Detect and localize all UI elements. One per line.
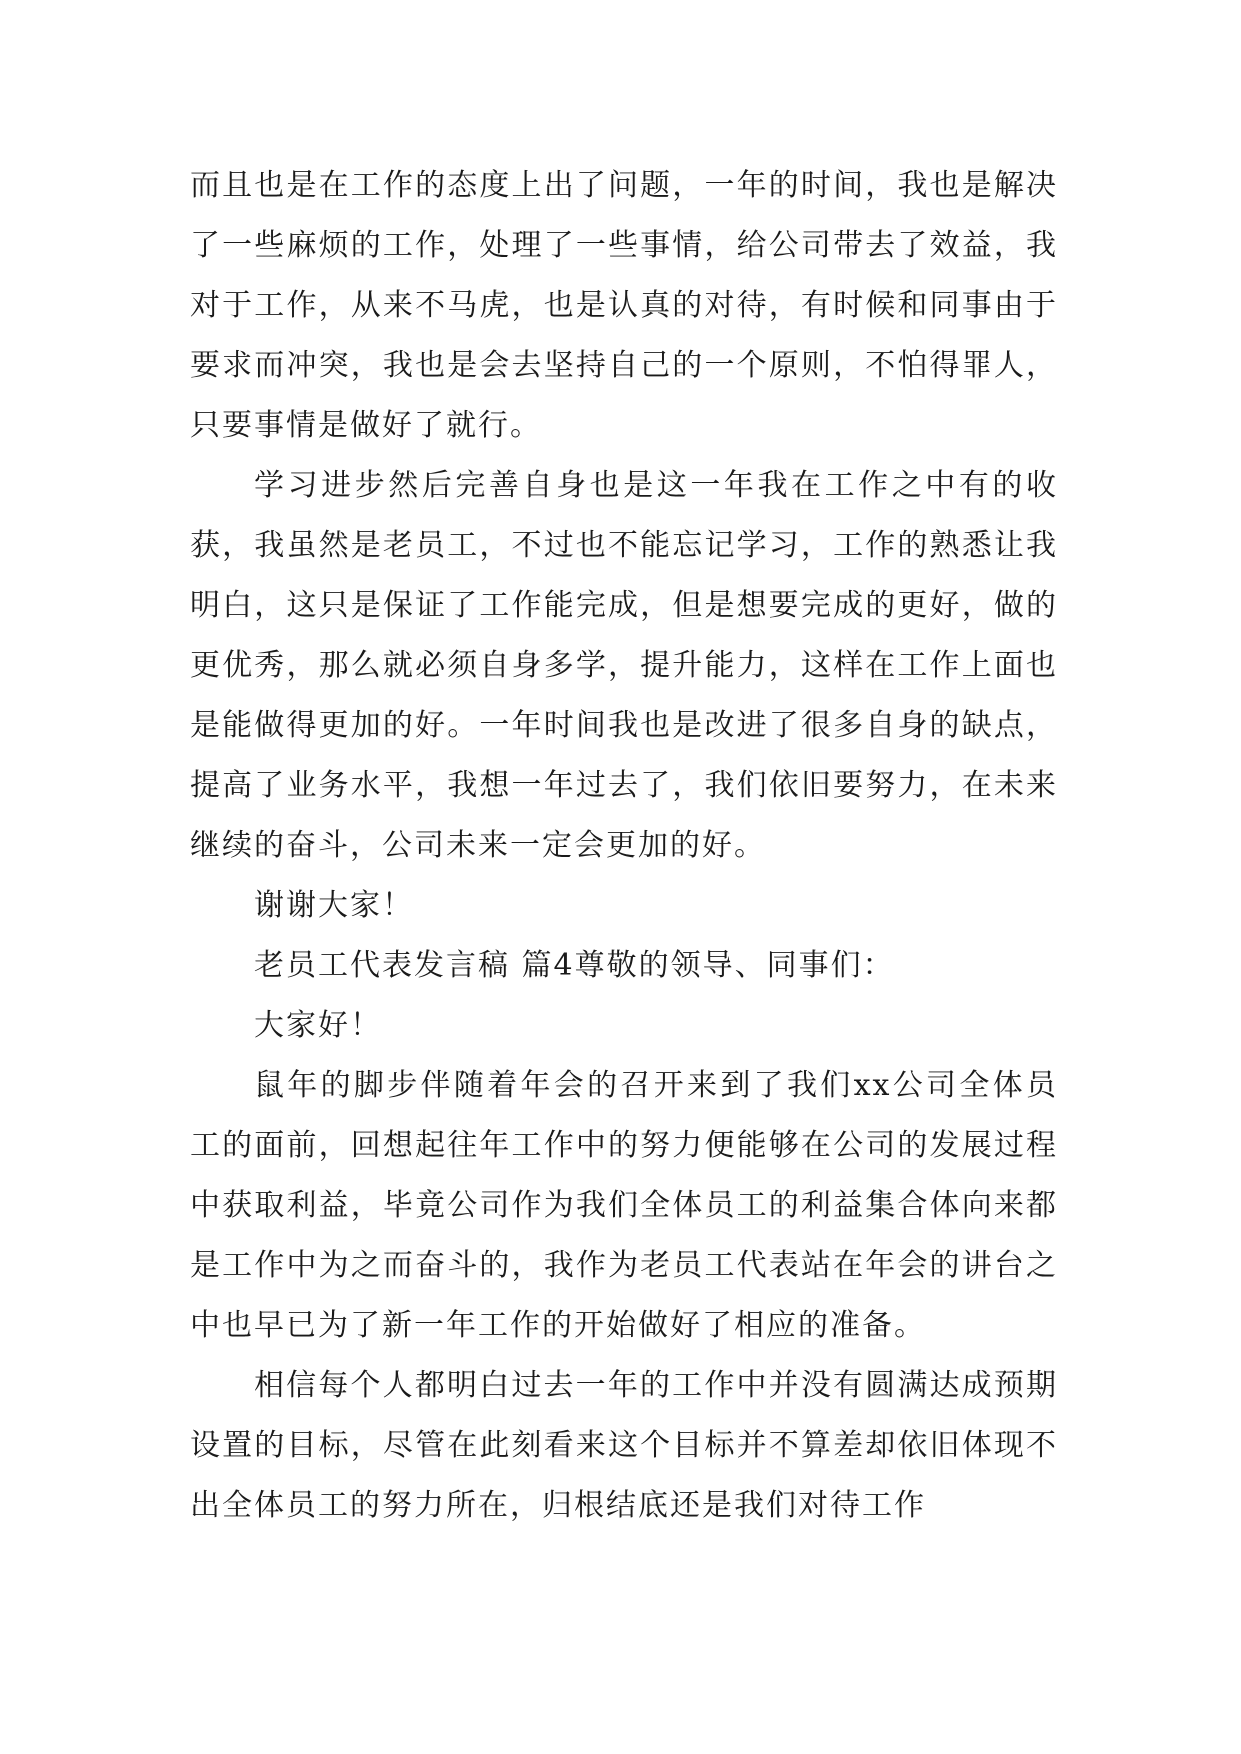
paragraph-3: 谢谢大家！	[254, 888, 414, 923]
paragraph-7: 相信每个人都明白过去一年的工作中并没有圆满达成预期设置的目标，尽管在此刻看来这个目标并不算差却依旧体现不出全体员工的努力所在，归根结底还是我们对待工作	[190, 1368, 1058, 1523]
paragraph-6: 鼠年的脚步伴随着年会的召开来到了我们xx公司全体员工的面前，回想起往年工作中的努力便能够在公司的发展过程中获取利益，毕竟公司作为我们全体员工的利益集合体向来都是工作中为之而奋斗的，我作为老员工代表站在年会的讲台之中也早已为了新一年工作的开始做好了相应的准备。	[190, 1068, 1058, 1343]
section-heading: 老员工代表发言稿 篇4尊敬的领导、同事们：	[254, 948, 895, 983]
greeting: 大家好！	[254, 1008, 382, 1043]
document-body	[190, 156, 1058, 1536]
paragraph-1: 而且也是在工作的态度上出了问题，一年的时间，我也是解决了一些麻烦的工作，处理了一些事情，给公司带去了效益，我对于工作，从来不马虎，也是认真的对待，有时候和同事由于要求而冲突，我也是会去坚持自己的一个原则，不怕得罪人，只要事情是做好了就行。	[190, 168, 1058, 443]
paragraph-2: 学习进步然后完善自身也是这一年我在工作之中有的收获，我虽然是老员工，不过也不能忘记学习，工作的熟悉让我明白，这只是保证了工作能完成，但是想要完成的更好，做的更优秀，那么就必须自身多学，提升能力，这样在工作上面也是能做得更加的好。一年时间我也是改进了很多自身的缺点，提高了业务水平，我想一年过去了，我们依旧要努力，在未来继续的奋斗，公司未来一定会更加的好。	[190, 468, 1058, 863]
